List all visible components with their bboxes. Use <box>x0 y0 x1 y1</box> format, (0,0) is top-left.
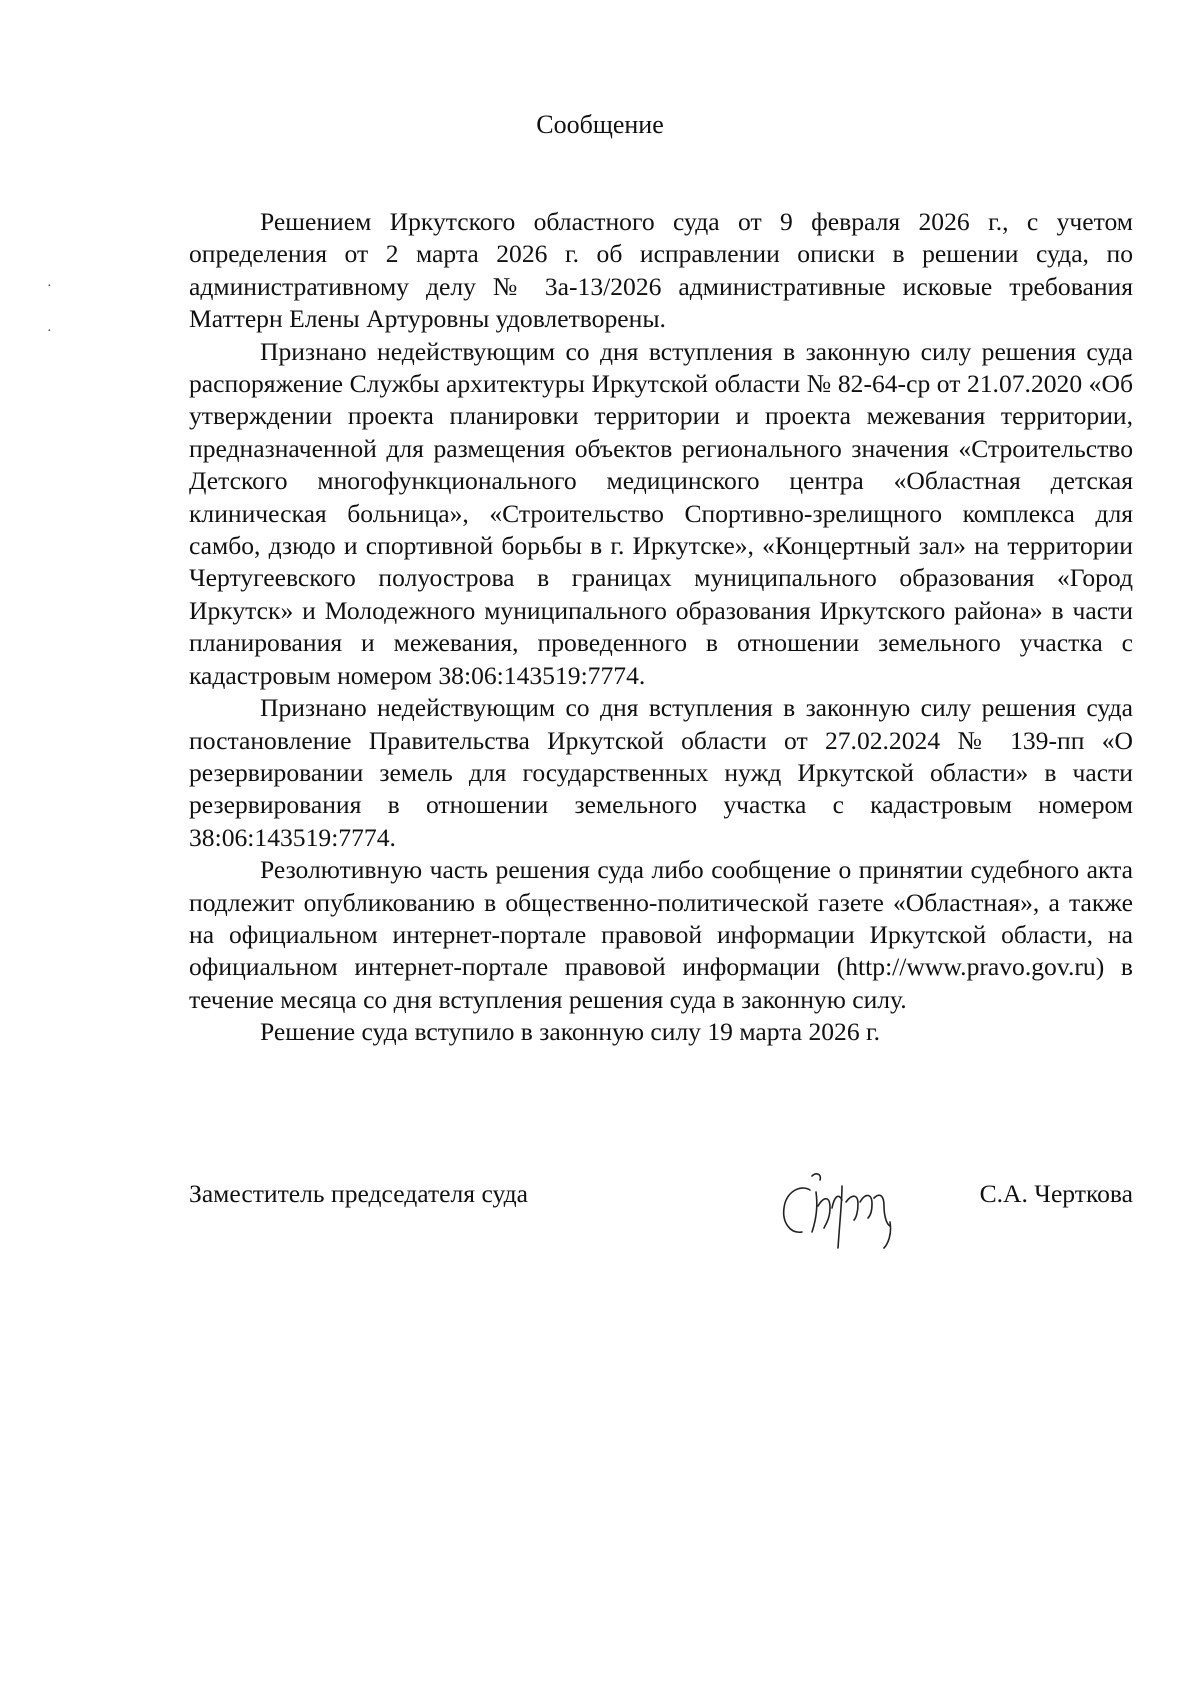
signature-block <box>189 1178 1133 1218</box>
paragraph-publication: Резолютивную часть решения суда либо сообщение о принятии судебного акта подлежит опубликованию в общественно-политической газете «Областная», а также на официальном интернет-портале правовой информации Иркутской области, на официальном интернет-портале правовой информации (http://www.pravo.gov.ru) в течение месяца со дня вступления решения суда в законную силу. <box>189 855 1133 1014</box>
paragraph-invalidated-resolution: Признано недействующим со дня вступления в законную силу решения суда постановление Правительства Иркутской области от 27.02.2024 № 139-пп «О резервировании земель для государственных нужд Иркутской области» в части резервирования в отношении земельного участка с кадастровым номером 38:06:143519:7774. <box>189 693 1133 852</box>
signatory-position: Заместитель председателя суда <box>189 1179 529 1208</box>
document-title: Сообщение <box>536 110 664 139</box>
document-body <box>189 206 1133 1049</box>
paragraph-entry-into-force: Решение суда вступило в законную силу 19 марта 2026 г. <box>260 1017 881 1047</box>
scan-artifact-mark: · <box>47 324 52 339</box>
scan-artifact-mark: · <box>47 279 52 294</box>
signatory-name: С.А. Черткова <box>979 1179 1133 1208</box>
paragraph-invalidated-order: Признано недействующим со дня вступления в законную силу решения суда распоряжение Службы архитектуры Иркутской области № 82-64-ср от 21.07.2020 «Об утверждении проекта планировки территории и проекта межевания территории, предназначенной для размещения объектов регионального значения «Строительство Детского многофункционального медицинского центра «Областная детская клиническая больница», «Строительство Спортивно-зрелищного комплекса для самбо, дзюдо и спортивной борьбы в г. Иркутске», «Концертный зал» на территории Чертугеевского полуострова в границах муниципального образования «Город Иркутск» и Молодежного муниципального образования Иркутского района» в части планирования и межевания, проведенного в отношении земельного участка с кадастровым номером 38:06:143519:7774. <box>189 336 1133 690</box>
handwritten-signature <box>772 1162 922 1252</box>
paragraph-decision: Решением Иркутского областного суда от 9 февраля 2026 г., с учетом определения от 2 марта 2026 г. об исправлении описки в решении суда, по административному делу № 3а-13/2026 административные исковые требования Маттерн Елены Артуровны удовлетворены. <box>189 207 1133 334</box>
